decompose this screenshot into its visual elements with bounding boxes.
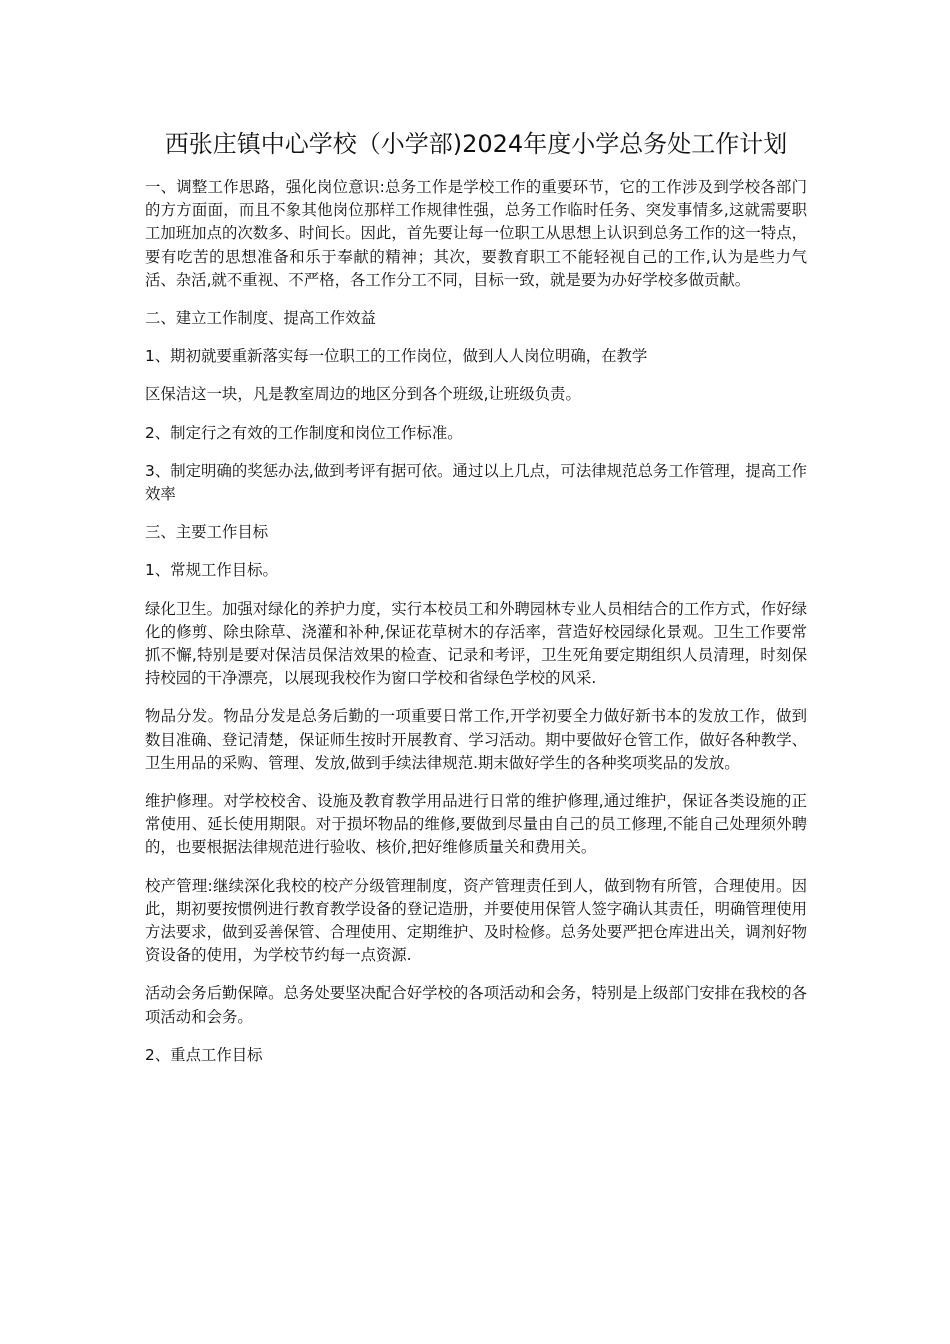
paragraph-item-1: 1、期初就要重新落实每一位职工的工作岗位，做到人人岗位明确，在教学 bbox=[145, 347, 648, 366]
paragraph-maintenance: 维护修理。对学校校舍、设施及教育教学用品进行日常的维护修理,通过维护，保证各类设施的正常使用、延长使用期限。对于损坏物品的维修,要做到尽量由自己的员工修理,不能自己处理须外聘的，也要根据法律规范进行验收、核价,把好维修质量关和费用关。 bbox=[145, 792, 807, 857]
section-heading-3: 三、主要工作目标 bbox=[145, 523, 269, 542]
paragraph-distribution: 物品分发。物品分发是总务后勤的一项重要日常工作,开学初要全力做好新书本的发放工作，做到数目准确、登记清楚，保证师生按时开展教育、学习活动。期中要做好仓管工作，做好各种教学、卫生用品的采购、管理、发放,做到手续法律规范.期末做好学生的各种奖项奖品的发放。 bbox=[145, 707, 807, 772]
paragraph-item-3: 3、制定明确的奖惩办法,做到考评有据可依。通过以上几点，可法律规范总务工作管理，提高工作效率 bbox=[145, 461, 807, 504]
paragraph-intro: 一、调整工作思路，强化岗位意识:总务工作是学校工作的重要环节，它的工作涉及到学校各部门的方方面面，而且不象其他岗位那样工作规律性强，总务工作临时任务、突发事情多,这就需要职工加班加点的次数多、时间长。因此，首先要让每一位职工从思想上认识到总务工作的这一特点，要有吃苦的思想准备和乐于奉献的精神；其次，要教育职工不能轻视自己的工作,认为是些力气活、杂活,就不重视、不严格，各工作分工不同，目标一致，就是要为办好学校多做贡献。 bbox=[145, 178, 807, 289]
subheading-routine-goals: 1、常规工作目标。 bbox=[145, 561, 278, 580]
paragraph-item-2: 2、制定行之有效的工作制度和岗位工作标准。 bbox=[145, 423, 463, 442]
subheading-key-goals: 2、重点工作目标 bbox=[145, 1045, 263, 1064]
document-title: 西张庄镇中心学校（小学部)2024年度小学总务处工作计划 bbox=[164, 130, 788, 158]
paragraph-asset-management: 校产管理:继续深化我校的校产分级管理制度，资产管理责任到人，做到物有所管，合理使用。因此，期初要按惯例进行教育教学设备的登记造册，并要使用保管人签字确认其责任，明确管理使用方法要求，做到妥善保管、合理使用、定期维护、及时检修。总务处要严把仓库进出关，调剂好物资设备的使用，为学校节约每一点资源. bbox=[145, 876, 807, 965]
document-page bbox=[145, 128, 807, 1082]
paragraph-greening: 绿化卫生。加强对绿化的养护力度，实行本校员工和外聘园林专业人员相结合的工作方式，作好绿化的修剪、除虫除草、浇灌和补种,保证花草树木的存活率，营造好校园绿化景观。卫生工作要常抓不懈,特别是要对保洁员保洁效果的检查、记录和考评，卫生死角要定期组织人员清理，时刻保持校园的干净漂亮，以展现我校作为窗口学校和省绿色学校的风采. bbox=[145, 599, 807, 688]
paragraph-item-1-cont: 区保洁这一块，凡是教室周边的地区分到各个班级,让班级负责。 bbox=[145, 385, 581, 404]
paragraph-event-support: 活动会务后勤保障。总务处要坚决配合好学校的各项活动和会务，特别是上级部门安排在我校的各项活动和会务。 bbox=[145, 984, 807, 1026]
section-heading-2: 二、建立工作制度、提高工作效益 bbox=[145, 309, 376, 328]
